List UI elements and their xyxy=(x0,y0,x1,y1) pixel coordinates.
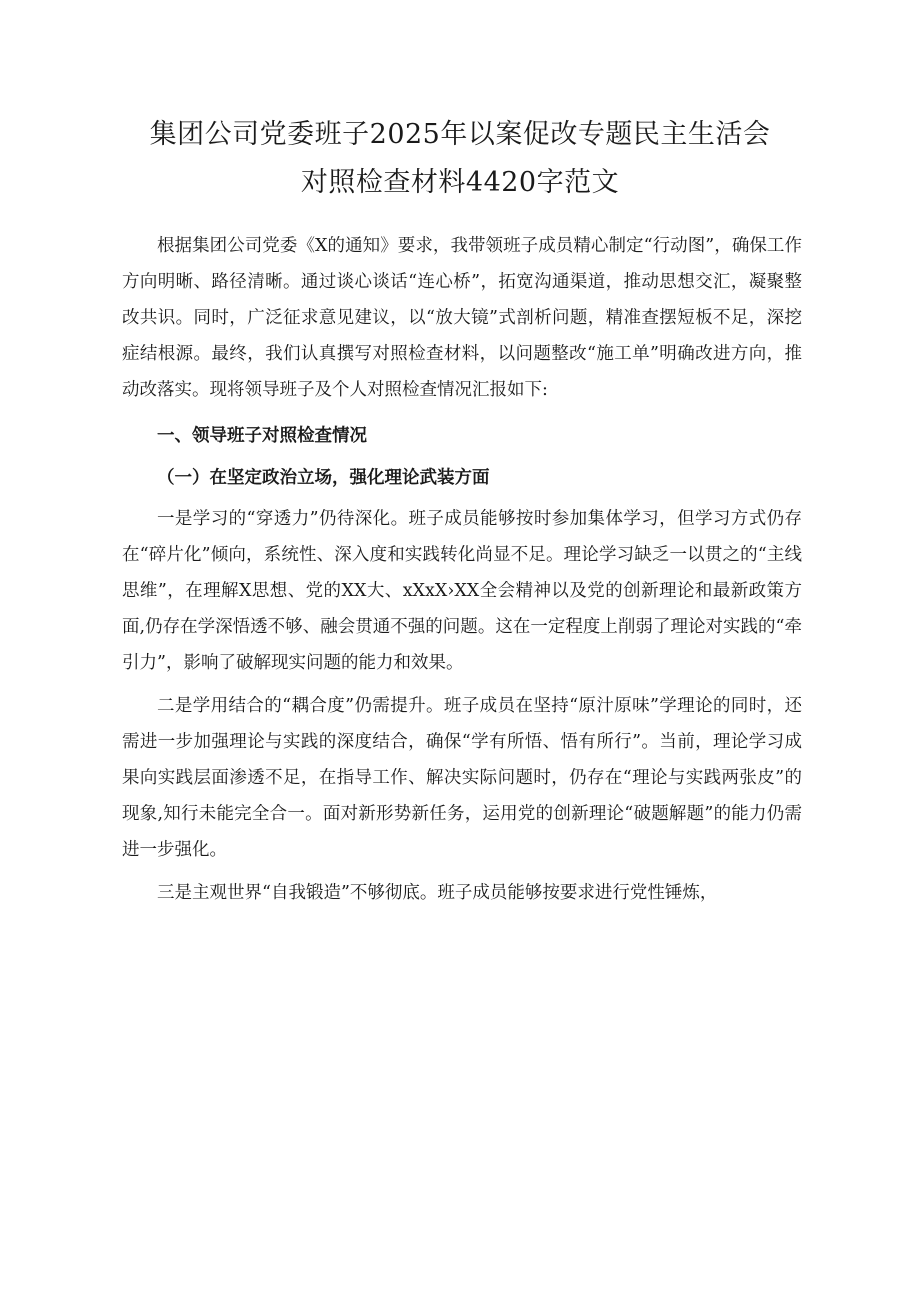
subsection-heading: （一）在坚定政治立场，强化理论武装方面 xyxy=(157,468,490,488)
document-title-line-1: 集团公司党委班子2025年以案促改专题民主生活会 xyxy=(149,119,771,150)
intro-paragraph: 根据集团公司党委《X的通知》要求，我带领班子成员精心制定“行动图”，确保工作方向明晰、路径清晰。通过谈心谈话“连心桥”，拓宽沟通渠道，推动思想交汇，凝聚整改共识。同时，广泛征求意见建议，以“放大镜”式剖析问题，精准查摆短板不足，深挖症结根源。最终，我们认真撰写对照检查材料，以问题整改“施工单”明确改进方向，推动改落实。现将领导班子及个人对照检查情况汇报如下: xyxy=(122,236,802,400)
document-body xyxy=(122,228,802,911)
point-paragraph-3: 三是主观世界“自我锻造”不够彻底。班子成员能够按要求进行党性锤炼， xyxy=(157,883,718,903)
point-paragraph-2: 二是学用结合的“耦合度”仍需提升。班子成员在坚持“原汁原味”学理论的同时，还需进一步加强理论与实践的深度结合，确保“学有所悟、悟有所行”。当前，理论学习成果向实践层面渗透不足，在指导工作、解决实际问题时，仍存在“理论与实践两张皮”的现象,知行未能完全合一。面对新形势新任务，运用党的创新理论“破题解题”的能力仍需进一步强化。 xyxy=(122,696,802,860)
section-heading: 一、领导班子对照检查情况 xyxy=(157,426,367,446)
document-title-line-2: 对照检查材料4420字范文 xyxy=(300,167,620,198)
point-paragraph-1: 一是学习的“穿透力”仍待深化。班子成员能够按时参加集体学习，但学习方式仍存在“碎片化”倾向，系统性、深入度和实践转化尚显不足。理论学习缺乏一以贯之的“主线思维”，在理解X思想、党的XX大、xXxX›XX全会精神以及党的创新理论和最新政策方面,仍存在学深悟透不够、融会贯通不强的问题。这在一定程度上削弱了理论对实践的“牵引力”，影响了破解现实问题的能力和效果。 xyxy=(122,509,802,673)
